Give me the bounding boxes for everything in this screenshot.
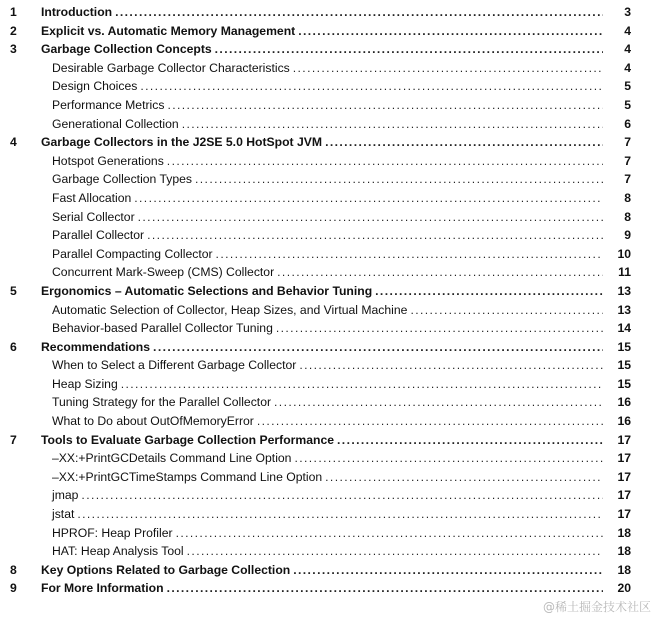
page-number: 4: [603, 22, 631, 41]
toc-chapter-row[interactable]: [0, 3, 655, 22]
dot-leader: [167, 152, 631, 171]
toc-chapter-row[interactable]: [0, 431, 655, 450]
dot-leader: [277, 263, 631, 282]
toc-entry: [41, 579, 631, 598]
page-number: 17: [603, 449, 631, 468]
watermark: @稀土掘金技术社区: [542, 600, 651, 614]
table-of-contents: [0, 3, 655, 598]
toc-entry: [41, 3, 631, 22]
toc-section-row[interactable]: [0, 59, 655, 78]
dot-leader: [167, 579, 631, 598]
dot-leader: [77, 505, 631, 524]
section-title[interactable]: Garbage Collection Types: [52, 170, 195, 189]
toc-section-row[interactable]: [0, 96, 655, 115]
page-number: 5: [603, 96, 631, 115]
page-number: 16: [603, 412, 631, 431]
page-number: 17: [603, 505, 631, 524]
page-number: 17: [603, 468, 631, 487]
section-title[interactable]: What to Do about OutOfMemoryError: [52, 412, 257, 431]
dot-leader: [134, 189, 631, 208]
toc-section-row[interactable]: [0, 505, 655, 524]
page-number: 5: [603, 77, 631, 96]
page-number: 20: [603, 579, 631, 598]
page-number: 17: [603, 486, 631, 505]
section-title[interactable]: –XX:+PrintGCDetails Command Line Option: [52, 449, 294, 468]
toc-entry: [52, 524, 631, 543]
page-number: 7: [603, 152, 631, 171]
dot-leader: [293, 561, 631, 580]
toc-entry: [52, 245, 631, 264]
page-number: 8: [603, 208, 631, 227]
section-title[interactable]: HAT: Heap Analysis Tool: [52, 542, 187, 561]
toc-section-row[interactable]: [0, 524, 655, 543]
toc-chapter-row[interactable]: [0, 40, 655, 59]
toc-entry: [52, 152, 631, 171]
section-title[interactable]: Design Choices: [52, 77, 140, 96]
page-number: 4: [603, 40, 631, 59]
toc-entry: [41, 338, 631, 357]
toc-section-row[interactable]: [0, 375, 655, 394]
dot-leader: [337, 431, 631, 450]
toc-entry: [52, 486, 631, 505]
toc-section-row[interactable]: [0, 356, 655, 375]
section-title[interactable]: Automatic Selection of Collector, Heap Sizes, and Virtual Machine: [52, 301, 410, 320]
dot-leader: [325, 468, 631, 487]
toc-entry: [52, 393, 631, 412]
page-number: 6: [603, 115, 631, 134]
toc-entry: [52, 449, 631, 468]
dot-leader: [176, 524, 631, 543]
page-number: 4: [603, 59, 631, 78]
chapter-title[interactable]: Recommendations: [41, 338, 153, 357]
page-number: 17: [603, 431, 631, 450]
toc-section-row[interactable]: [0, 189, 655, 208]
toc-entry: [52, 115, 631, 134]
section-title[interactable]: Performance Metrics: [52, 96, 167, 115]
page-number: 18: [603, 542, 631, 561]
chapter-title[interactable]: Tools to Evaluate Garbage Collection Performance: [41, 431, 337, 450]
section-title[interactable]: Concurrent Mark-Sweep (CMS) Collector: [52, 263, 277, 282]
page-number: 7: [603, 170, 631, 189]
section-title[interactable]: jmap: [52, 486, 81, 505]
dot-leader: [147, 226, 631, 245]
page-number: 18: [603, 561, 631, 580]
dot-leader: [375, 282, 631, 301]
toc-entry: [41, 431, 631, 450]
dot-leader: [216, 245, 631, 264]
toc-section-row[interactable]: [0, 412, 655, 431]
dot-leader: [115, 3, 631, 22]
section-title[interactable]: Behavior-based Parallel Collector Tuning: [52, 319, 276, 338]
toc-entry: [52, 301, 631, 320]
toc-section-row[interactable]: [0, 449, 655, 468]
chapter-title[interactable]: Explicit vs. Automatic Memory Management: [41, 22, 298, 41]
toc-section-row[interactable]: [0, 115, 655, 134]
page-number: 15: [603, 375, 631, 394]
page-number: 3: [603, 3, 631, 22]
toc-entry: [52, 59, 631, 78]
dot-leader: [195, 170, 631, 189]
chapter-number: 4: [10, 135, 17, 150]
chapter-title[interactable]: Key Options Related to Garbage Collection: [41, 561, 293, 580]
toc-chapter-row[interactable]: [0, 282, 655, 301]
section-title[interactable]: Parallel Collector: [52, 226, 147, 245]
dot-leader: [215, 40, 631, 59]
page-number: 14: [603, 319, 631, 338]
chapter-number: 5: [10, 283, 17, 298]
section-title[interactable]: When to Select a Different Garbage Collector: [52, 356, 299, 375]
page-number: 9: [603, 226, 631, 245]
section-title[interactable]: –XX:+PrintGCTimeStamps Command Line Option: [52, 468, 325, 487]
dot-leader: [182, 115, 631, 134]
chapter-title[interactable]: Garbage Collectors in the J2SE 5.0 HotSpot JVM: [41, 133, 325, 152]
toc-entry: [52, 263, 631, 282]
toc-chapter-row[interactable]: [0, 579, 655, 598]
chapter-number: 1: [10, 5, 17, 19]
toc-entry: [52, 356, 631, 375]
page-number: 10: [603, 245, 631, 264]
page-number: 7: [603, 133, 631, 152]
dot-leader: [81, 486, 631, 505]
toc-entry: [52, 319, 631, 338]
dot-leader: [140, 77, 631, 96]
page-number: 11: [603, 263, 631, 282]
section-title[interactable]: Tuning Strategy for the Parallel Collector: [52, 393, 274, 412]
toc-section-row[interactable]: [0, 468, 655, 487]
toc-entry: [52, 170, 631, 189]
dot-leader: [325, 133, 631, 152]
dot-leader: [299, 356, 631, 375]
toc-entry: [52, 208, 631, 227]
toc-entry: [52, 77, 631, 96]
chapter-number: 3: [10, 42, 17, 57]
toc-section-row[interactable]: [0, 245, 655, 264]
dot-leader: [293, 59, 631, 78]
page-number: 15: [603, 338, 631, 357]
dot-leader: [153, 338, 631, 357]
toc-chapter-row[interactable]: [0, 22, 655, 41]
chapter-title[interactable]: Garbage Collection Concepts: [41, 40, 215, 59]
dot-leader: [298, 22, 631, 41]
dot-leader: [276, 319, 631, 338]
section-title[interactable]: Parallel Compacting Collector: [52, 245, 216, 264]
toc-section-row[interactable]: [0, 170, 655, 189]
toc-entry: [41, 40, 631, 59]
toc-entry: [41, 133, 631, 152]
toc-entry: [52, 189, 631, 208]
page-number: 18: [603, 524, 631, 543]
page-number: 15: [603, 356, 631, 375]
chapter-number: 7: [10, 432, 17, 447]
section-title[interactable]: HPROF: Heap Profiler: [52, 524, 176, 543]
dot-leader: [167, 96, 631, 115]
chapter-number: 2: [10, 23, 17, 38]
toc-entry: [52, 505, 631, 524]
toc-section-row[interactable]: [0, 486, 655, 505]
dot-leader: [274, 393, 631, 412]
toc-chapter-row[interactable]: [0, 338, 655, 357]
section-title[interactable]: jstat: [52, 505, 77, 524]
chapter-number: 6: [10, 339, 17, 354]
chapter-title[interactable]: Introduction: [41, 3, 115, 22]
section-title[interactable]: Serial Collector: [52, 208, 138, 227]
dot-leader: [257, 412, 631, 431]
toc-section-row[interactable]: [0, 542, 655, 561]
toc-entry: [52, 468, 631, 487]
toc-section-row[interactable]: [0, 152, 655, 171]
toc-section-row[interactable]: [0, 77, 655, 96]
page-number: 13: [603, 301, 631, 320]
toc-section-row[interactable]: [0, 208, 655, 227]
dot-leader: [410, 301, 631, 320]
toc-entry: [52, 542, 631, 561]
toc-entry: [52, 375, 631, 394]
page-number: 8: [603, 189, 631, 208]
section-title[interactable]: Hotspot Generations: [52, 152, 167, 171]
dot-leader: [121, 375, 631, 394]
toc-section-row[interactable]: [0, 226, 655, 245]
toc-chapter-row[interactable]: [0, 561, 655, 580]
dot-leader: [138, 208, 631, 227]
chapter-number: 9: [10, 581, 17, 596]
toc-entry: [41, 282, 631, 301]
toc-section-row[interactable]: [0, 263, 655, 282]
toc-chapter-row[interactable]: [0, 133, 655, 152]
toc-entry: [52, 412, 631, 431]
section-title[interactable]: Fast Allocation: [52, 189, 134, 208]
toc-entry: [52, 96, 631, 115]
chapter-number: 8: [10, 562, 17, 577]
dot-leader: [187, 542, 631, 561]
dot-leader: [294, 449, 631, 468]
chapter-title[interactable]: Ergonomics – Automatic Selections and Behavior Tuning: [41, 282, 375, 301]
chapter-title[interactable]: For More Information: [41, 579, 167, 598]
page-number: 16: [603, 393, 631, 412]
toc-section-row[interactable]: [0, 393, 655, 412]
page-number: 13: [603, 282, 631, 301]
section-title[interactable]: Heap Sizing: [52, 375, 121, 394]
toc-entry: [41, 561, 631, 580]
section-title[interactable]: Generational Collection: [52, 115, 182, 134]
toc-entry: [41, 22, 631, 41]
toc-section-row[interactable]: [0, 301, 655, 320]
section-title[interactable]: Desirable Garbage Collector Characteristics: [52, 59, 293, 78]
toc-section-row[interactable]: [0, 319, 655, 338]
toc-entry: [52, 226, 631, 245]
